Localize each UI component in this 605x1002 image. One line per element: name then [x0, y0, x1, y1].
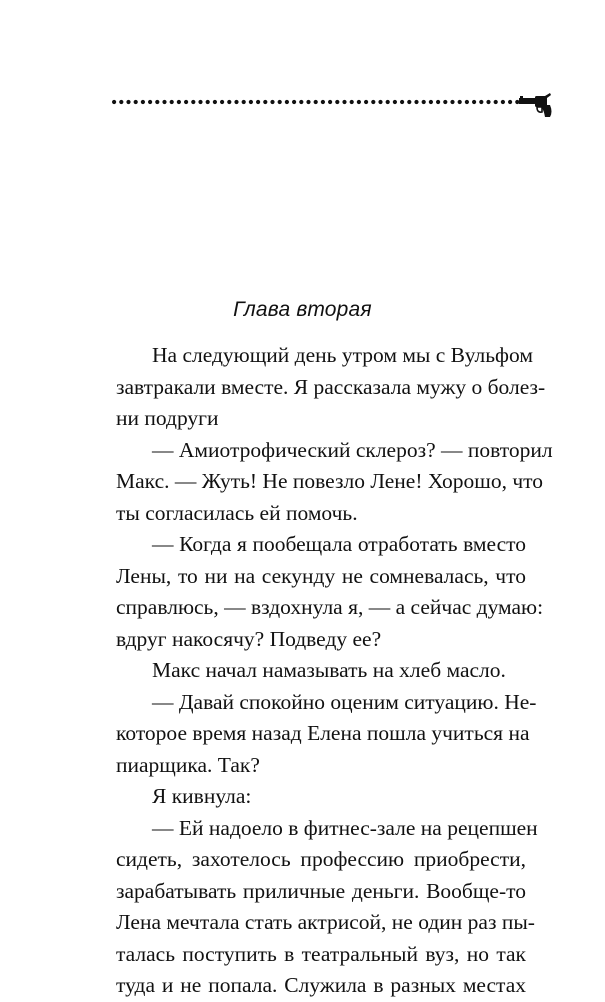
- text-line: ни подруги: [116, 406, 219, 430]
- text-line: пиарщика. Так?: [116, 752, 260, 777]
- text-line: зарабатывать приличные деньги. Вообще-то: [116, 878, 526, 903]
- ornament-dot: [465, 100, 469, 104]
- ornament-dot: [400, 100, 404, 104]
- ornament-dot: [486, 100, 490, 104]
- ornament-dot: [393, 100, 397, 104]
- ornament-dot: [292, 100, 296, 104]
- ornament-dot: [494, 100, 498, 104]
- text-line: справлюсь, — вздохнула я, — а сейчас думаю:: [116, 595, 544, 619]
- ornament-dot: [191, 100, 195, 104]
- ornament-dot: [378, 100, 382, 104]
- ornament-dot: [184, 100, 188, 104]
- ornament-dot: [177, 100, 181, 104]
- chapter-body-text: [116, 340, 553, 1002]
- ornament-dot: [119, 100, 123, 104]
- ornament-dot: [364, 100, 368, 104]
- dotted-rule-graphic: [112, 98, 520, 106]
- text-line: туда и не попала. Служила в разных местах: [116, 973, 526, 997]
- ornament-dot: [148, 100, 152, 104]
- ornament-dot: [155, 100, 159, 104]
- ornament-dot: [299, 100, 303, 104]
- ornament-dot: [134, 100, 138, 104]
- text-line: На следующий день утром мы с Вульфом: [152, 343, 533, 367]
- ornament-dot: [458, 100, 462, 104]
- ornament-dot: [285, 100, 289, 104]
- ornament-dot: [198, 100, 202, 104]
- text-line: завтракали вместе. Я рассказала мужу о болез-: [116, 374, 546, 399]
- text-line: Я кивнула:: [152, 784, 252, 808]
- ornament-dot: [450, 100, 454, 104]
- ornament-dot: [429, 100, 433, 104]
- ornament-dot: [213, 100, 217, 104]
- ornament-dot: [350, 100, 354, 104]
- ornament-dot: [508, 100, 512, 104]
- text-line: ты согласилась ей помочь.: [116, 500, 358, 525]
- header-dotted-rule: [112, 98, 520, 106]
- ornament-dot: [162, 100, 166, 104]
- ornament-dot: [263, 100, 267, 104]
- ornament-dot: [328, 100, 332, 104]
- ornament-dot: [335, 100, 339, 104]
- ornament-dot: [357, 100, 361, 104]
- text-line: которое время назад Елена пошла учиться на: [116, 721, 530, 745]
- ornament-dot: [321, 100, 325, 104]
- text-line: Лена мечтала стать актрисой, не один раз пы-: [116, 910, 535, 934]
- ornament-dot: [227, 100, 231, 104]
- ornament-dot: [234, 100, 238, 104]
- text-line: Макс начал намазывать на хлеб масло.: [152, 658, 506, 682]
- ornament-dot: [249, 100, 253, 104]
- ornament-dot: [170, 100, 174, 104]
- ornament-dot: [141, 100, 145, 104]
- ornament-dot: [436, 100, 440, 104]
- ornament-dot: [501, 100, 505, 104]
- text-line: сидеть, захотелось профессию приобрести,: [116, 847, 526, 871]
- ornament-dot: [306, 100, 310, 104]
- text-line: — Давай спокойно оценим ситуацию. Не-: [152, 689, 537, 714]
- ornament-dot: [314, 100, 318, 104]
- chapter-title: Глава вторая: [233, 298, 372, 321]
- ornament-dot: [112, 100, 116, 104]
- ornament-dot: [407, 100, 411, 104]
- ornament-dot: [256, 100, 260, 104]
- ornament-dot: [422, 100, 426, 104]
- ornament-dot: [278, 100, 282, 104]
- ornament-dot: [270, 100, 274, 104]
- ornament-dot: [386, 100, 390, 104]
- revolver-icon: [519, 92, 553, 118]
- ornament-dot: [126, 100, 130, 104]
- text-line: — Амиотрофический склероз? — повторил: [152, 437, 553, 462]
- text-line: — Когда я пообещала отработать вместо: [152, 532, 526, 556]
- text-line: Макс. — Жуть! Не повезло Лене! Хорошо, что: [116, 469, 544, 493]
- ornament-dot: [342, 100, 346, 104]
- ornament-dot: [479, 100, 483, 104]
- ornament-dot: [443, 100, 447, 104]
- ornament-dot: [206, 100, 210, 104]
- text-line: — Ей надоело в фитнес-зале на рецепшен: [152, 815, 538, 840]
- ornament-dot: [371, 100, 375, 104]
- ornament-dot: [414, 100, 418, 104]
- text-line: Лены, то ни на секунду не сомневалась, что: [116, 563, 526, 588]
- ornament-dot: [242, 100, 246, 104]
- ornament-dot: [472, 100, 476, 104]
- text-line: талась поступить в театральный вуз, но так: [116, 941, 526, 966]
- text-line: вдруг накосячу? Подведу ее?: [116, 626, 382, 651]
- ornament-dot: [220, 100, 224, 104]
